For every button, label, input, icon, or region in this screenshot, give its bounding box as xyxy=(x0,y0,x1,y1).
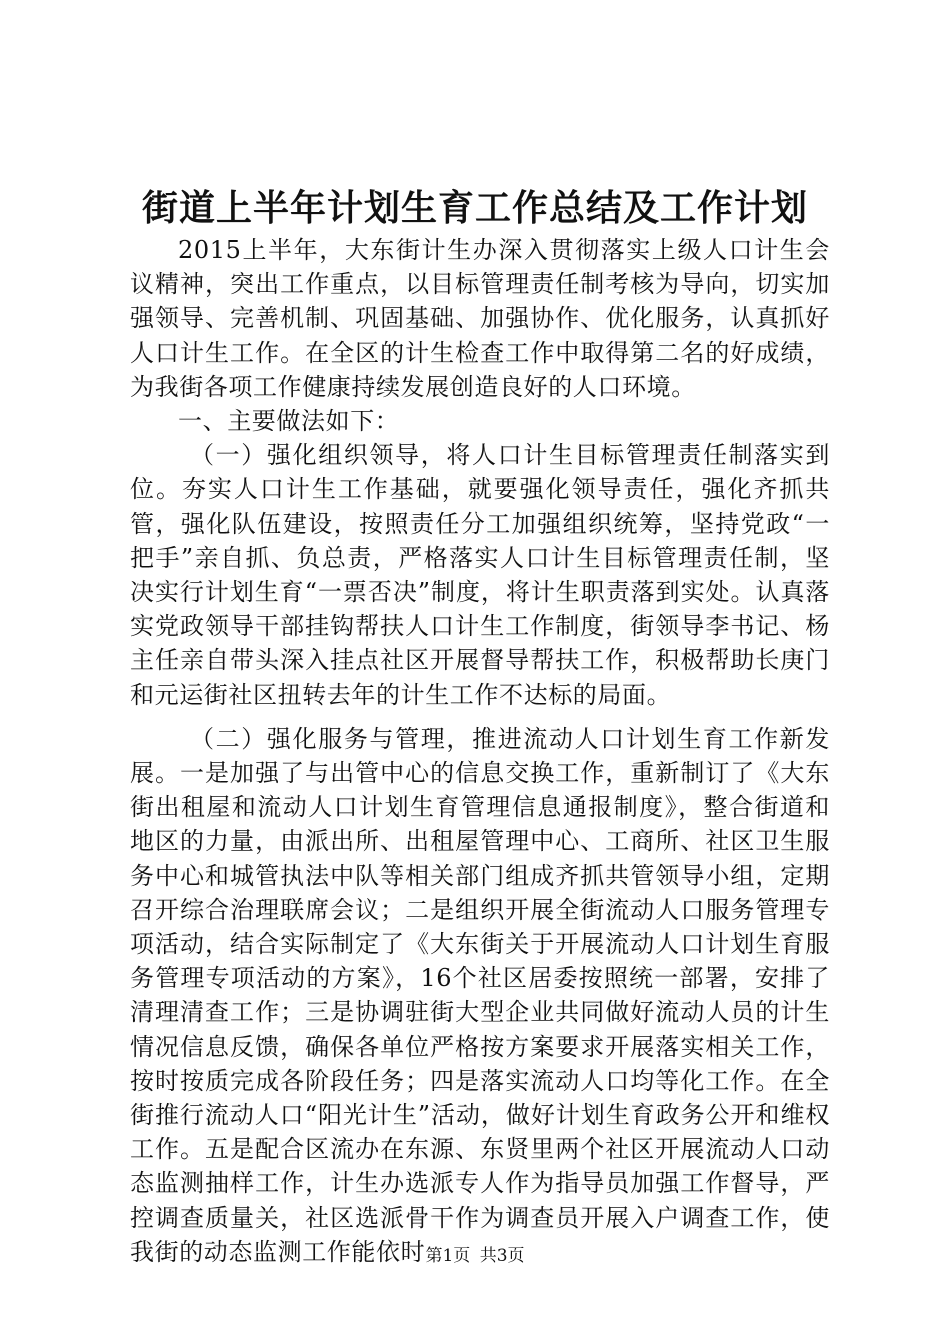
page-total: 共3页 xyxy=(479,1246,525,1266)
page-number: 第1页 xyxy=(425,1246,471,1266)
document-title: 街道上半年计划生育工作总结及工作计划 xyxy=(141,187,808,229)
section-2-paragraph: （二）强化服务与管理，推进流动人口计划生育工作新发展。一是加强了与出管中心的信息交换工作，重新制订了《大东街出租屋和流动人口计划生育管理信息通报制度》，整合街道和地区的力量，由派出所、出租屋管理中心、工商所、社区卫生服务中心和城管执法中队等相关部门组成齐抓共管领导小组，定期召开综合治理联席会议；二是组织开展全街流动人口服务管理专项活动，结合实际制定了《大东街关于开展流动人口计划生育服务管理专项活动的方案》，16个社区居委按照统一部署，安排了清理清查工作；三是协调驻街大型企业共同做好流动人员的计生情况信息反馈，确保各单位严格按方案要求开展落实相关工作，按时按质完成各阶段任务；四是落实流动人口均等化工作。在全街推行流动人口“阳光计生”活动，做好计划生育政务公开和维权工作。五是配合区流办在东源、东贤里两个社区开展流动人口动态监测抽样工作，计生办选派专人作为指导员加强工作督导，严控调查质量关，社区选派骨干作为调查员开展入户调查工作，使我街的动态监测工作能依时 xyxy=(130,724,830,1266)
intro-paragraph: 2015上半年，大东街计生办深入贯彻落实上级人口计生会议精神，突出工作重点，以目标管理责任制考核为导向，切实加强领导、完善机制、巩固基础、加强协作、优化服务，认真抓好人口计生工作。在全区的计生检查工作中取得第二名的好成绩，为我街各项工作健康持续发展创造良好的人口环境。 xyxy=(130,236,830,401)
section-1-paragraph: （一）强化组织领导，将人口计生目标管理责任制落实到位。夯实人口计生工作基础，就要强化领导责任，强化齐抓共管，强化队伍建设，按照责任分工加强组织统筹，坚持党政“一把手”亲自抓、负总责，严格落实人口计生目标管理责任制，坚决实行计划生育“一票否决”制度，将计生职责落到实处。认真落实党政领导干部挂钩帮扶人口计生工作制度，街领导李书记、杨主任亲自带头深入挂点社区开展督导帮扶工作，积极帮助长庚门和元运街社区扭转去年的计生工作不达标的局面。 xyxy=(130,441,830,709)
page-footer xyxy=(0,1244,950,1268)
section-heading: 一、主要做法如下： xyxy=(178,407,400,436)
document-body xyxy=(130,233,830,1269)
